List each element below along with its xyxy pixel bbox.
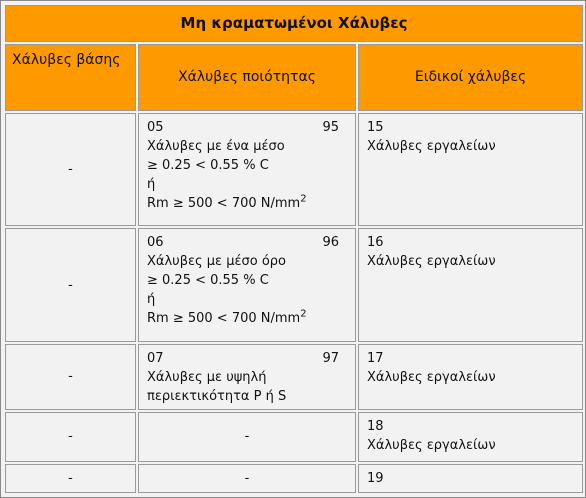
special-text: Χάλυβες εργαλείων — [367, 138, 496, 154]
quality-code-left: 05 — [147, 119, 164, 135]
base-cell: - — [5, 412, 136, 462]
quality-code-left: 06 — [147, 235, 164, 251]
special-code: 16 — [367, 235, 384, 251]
tensile-strength-text: Rm ≥ 500 < 700 N/mm — [147, 195, 301, 211]
special-cell — [358, 464, 583, 493]
quality-line: Χάλυβες με μέσο όρο — [147, 254, 286, 270]
quality-line: ή — [147, 176, 156, 192]
quality-cell — [138, 228, 356, 342]
special-cell — [358, 344, 583, 410]
exponent: 2 — [300, 193, 307, 205]
table-row — [5, 113, 583, 227]
quality-code-right: 96 — [322, 235, 339, 251]
special-text: Χάλυβες εργαλείων — [367, 437, 496, 453]
table-row — [5, 344, 583, 410]
quality-cell — [138, 344, 356, 410]
quality-line: Χάλυβες με ένα μέσο — [147, 138, 285, 154]
exponent: 2 — [300, 308, 307, 320]
base-cell: - — [5, 344, 136, 410]
header-base-steels: Χάλυβες βάσης — [5, 44, 136, 111]
base-cell: - — [5, 228, 136, 342]
steel-classification-table — [3, 3, 585, 495]
special-cell — [358, 113, 583, 227]
table-title: Μη κραματωμένοι Χάλυβες — [5, 5, 583, 42]
quality-cell — [138, 113, 356, 227]
tensile-strength-text: Rm ≥ 500 < 700 N/mm — [147, 311, 301, 327]
special-cell — [358, 412, 583, 462]
quality-line: Χάλυβες με υψηλή — [147, 369, 267, 385]
quality-line: ≥ 0.25 < 0.55 % C — [147, 157, 269, 173]
special-text: Χάλυβες εργαλείων — [367, 369, 496, 385]
special-code: 19 — [367, 470, 384, 486]
special-text: Χάλυβες εργαλείων — [367, 254, 496, 270]
table-row — [5, 464, 583, 493]
table-row — [5, 412, 583, 462]
special-code: 18 — [367, 418, 384, 434]
quality-code-right: 95 — [322, 119, 339, 135]
quality-cell: - — [138, 464, 356, 493]
special-cell — [358, 228, 583, 342]
special-code: 17 — [367, 350, 384, 366]
quality-line — [147, 309, 347, 328]
base-cell: - — [5, 464, 136, 493]
table-row — [5, 228, 583, 342]
base-cell: - — [5, 113, 136, 227]
quality-line: ≥ 0.25 < 0.55 % C — [147, 273, 269, 289]
quality-line: ή — [147, 292, 156, 308]
quality-line: περιεκτικότητα P ή S — [147, 388, 287, 404]
quality-code-left: 07 — [147, 350, 164, 366]
quality-line — [147, 194, 347, 213]
header-special-steels: Ειδικοί χάλυβες — [358, 44, 583, 111]
quality-code-right: 97 — [322, 350, 339, 366]
special-code: 15 — [367, 119, 384, 135]
quality-cell: - — [138, 412, 356, 462]
header-quality-steels: Χάλυβες ποιότητας — [138, 44, 356, 111]
